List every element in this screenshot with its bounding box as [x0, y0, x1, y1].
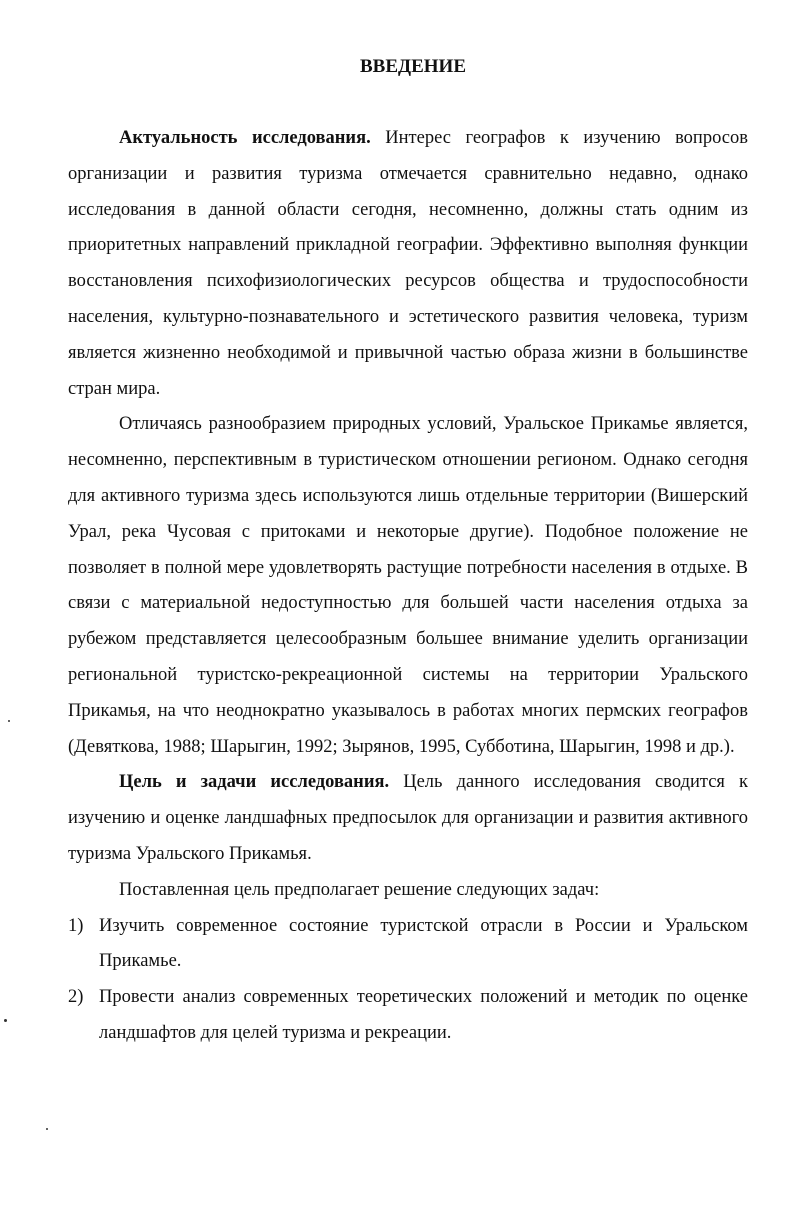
paragraph-goals — [68, 765, 748, 872]
list-item-text: Провести анализ современных теоретических положений и методик по оценке ландшафтов для целей туризма и рекреации. — [99, 987, 748, 1043]
task-list — [68, 909, 748, 1052]
scan-speck — [8, 720, 10, 722]
tasks-intro: Поставленная цель предполагает решение следующих задач: — [119, 879, 600, 900]
list-item-number: 1) — [68, 915, 84, 936]
relevance-text: Интерес географов к изучению вопросов организации и развития туризма отмечается сравнительно недавно, однако исследования в данной области сегодня, несомненно, должны стать одним из приоритетных направлений прикладной географии. Эффективно выполняя функции восстановления психофизиологических ресурсов общества и трудоспособности населения, культурно-познавательного и эстетического развития человека, туризм является жизненно необходимой и привычной частью образа жизни в большинстве стран мира. — [68, 128, 748, 399]
goals-text: Цель данного исследования сводится к изучению и оценке ландшафных предпосылок для организации и развития активного туризма Уральского Прикамья. — [68, 772, 748, 864]
paragraph-relevance — [68, 121, 748, 407]
scan-speck — [46, 1128, 48, 1130]
paragraph-region: Отличаясь разнообразием природных условий, Уральское Прикамье является, несомненно, перспективным в туристическом отношении регионом. Однако сегодня для активного туризма здесь используются лишь отдельные территории (Вишерский Урал, река Чусовая с притоками и некоторые другие). Подобное положение не позволяет в полной мере удовлетворять растущие потребности населения в отдыхе. В связи с материальной недоступностью для большей части населения отдыха за рубежом представляется целесообразным большее внимание уделить организации региональной туристско-рекреационной системы на территории Уральского Прикамья, на что неоднократно указывалось в работах многих пермских географов (Девяткова, 1988; Шарыгин, 1992; Зырянов, 1995, Субботина, Шарыгин, 1998 и др.). — [68, 414, 748, 757]
scan-speck — [4, 1019, 7, 1022]
list-item — [68, 909, 748, 981]
goals-lead: Цель и задачи исследования. — [119, 772, 390, 793]
list-item-text: Изучить современное состояние туристской отрасли в России и Уральском Прикамье. — [99, 915, 748, 972]
relevance-lead: Актуальность исследования. — [119, 128, 371, 148]
list-item — [68, 980, 748, 1052]
page-title: ВВЕДЕНИЕ — [360, 56, 466, 77]
document-page — [68, 56, 748, 1052]
list-item-number: 2) — [68, 987, 84, 1008]
